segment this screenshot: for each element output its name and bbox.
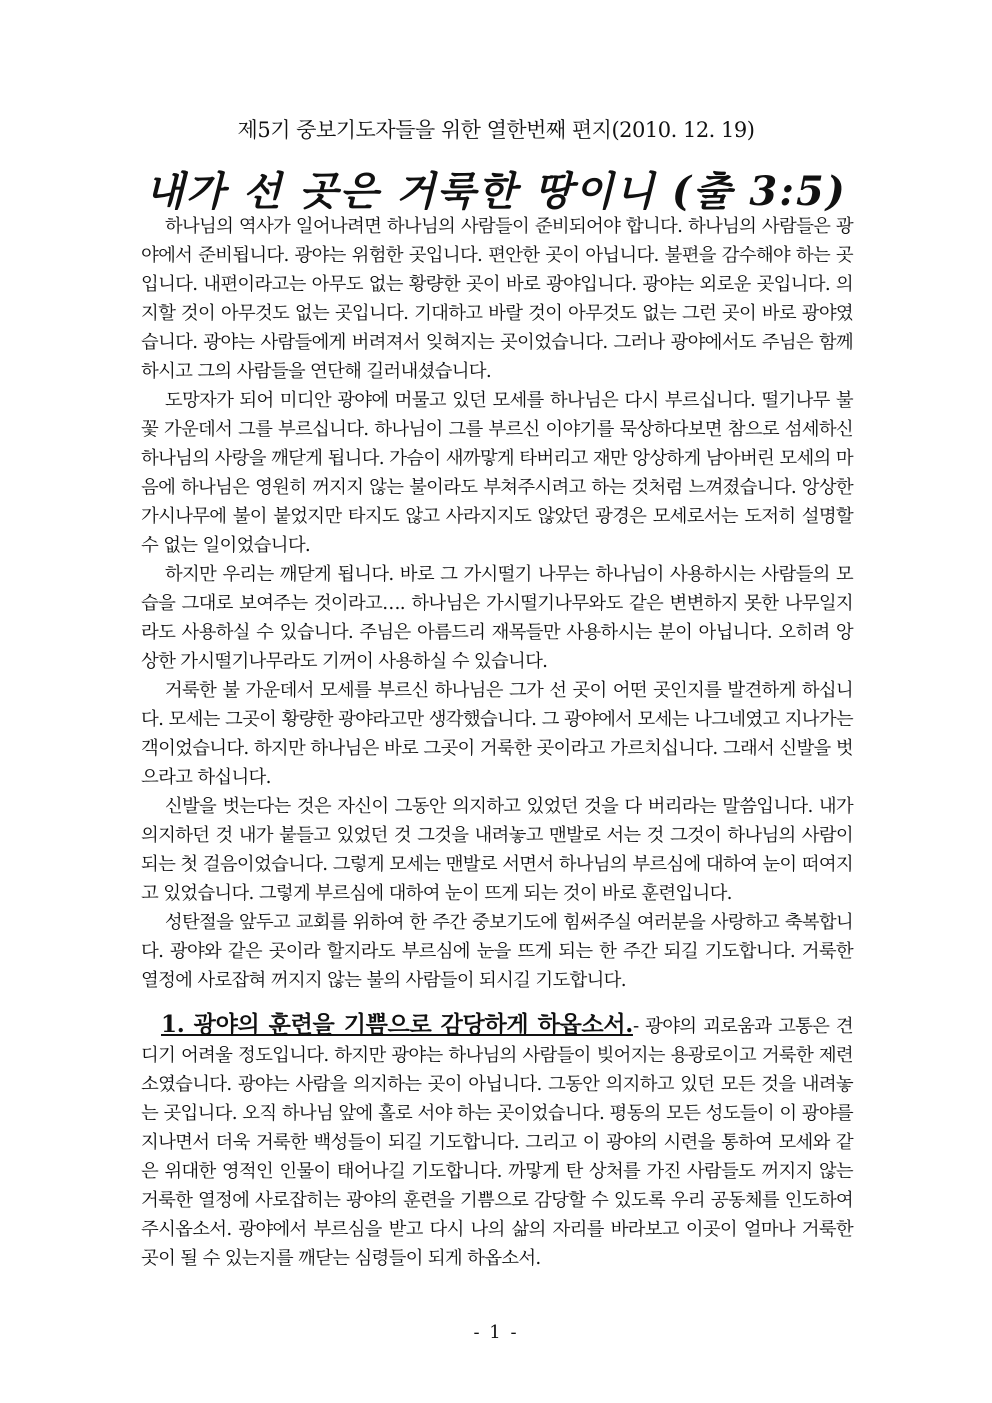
paragraph-5: 신발을 벗는다는 것은 자신이 그동안 의지하고 있었던 것을 다 버리라는 말씀입니다. 내가 의지하던 것 내가 붙들고 있었던 것 그것을 내려놓고 맨발로 서는 것 그것이 하나님의 사람이 되는 첫 걸음이었습니다. 그렇게 모세는 맨발로 서면서 하나님의 부르심에 대하여 눈이 떠여지고 있었습니다. 그렇게 부르심에 대하여 눈이 뜨게 되는 것이 바로 훈련입니다. (141, 796, 853, 904)
paragraph-6: 성탄절을 앞두고 교회를 위하여 한 주간 중보기도에 힘써주실 여러분을 사랑하고 축복합니다. 광야와 같은 곳이라 할지라도 부르심에 눈을 뜨게 되는 한 주간 되길 기도합니다. 거룩한 열정에 사로잡혀 꺼지지 않는 불의 사람들이 되시길 기도합니다. (141, 912, 853, 991)
page-number: - 1 - (473, 1322, 519, 1343)
letter-subtitle: 제5기 중보기도자들을 위한 열한번째 편지(2010. 12. 19) (237, 118, 755, 142)
letter-title: 내가 선 곳은 거룩한 땅이니 (출 3:5) (145, 168, 847, 215)
paragraph-4: 거룩한 불 가운데서 모세를 부르신 하나님은 그가 선 곳이 어떤 곳인지를 발견하게 하십니다. 모세는 그곳이 황량한 광야라고만 생각했습니다. 그 광야에서 모세는 나그네였고 지나가는 객이었습니다. 하지만 하나님은 바로 그곳이 거룩한 곳이라고 가르치십니다. 그래서 신발을 벗으라고 하십니다. (141, 680, 853, 788)
prayer-section-text: - 광야의 괴로움과 고통은 견디기 어려울 정도입니다. 하지만 광야는 하나님의 사람들이 빚어지는 용광로이고 거룩한 제련소였습니다. 광야는 사람을 의지하는 곳이 아닙니다. 그동안 의지하고 있던 모든 것을 내려놓는 곳입니다. 오직 하나님 앞에 홀로 서야 하는 곳이었습니다. 평동의 모든 성도들이 이 광야를 지나면서 더욱 거룩한 백성들이 되길 기도합니다. 그리고 이 광야의 시련을 통하여 모세와 같은 위대한 영적인 인물이 태어나길 기도합니다. 까맣게 탄 상처를 가진 사람들도 꺼지지 않는 거룩한 열정에 사로잡히는 광야의 훈련을 기쁨으로 감당할 수 있도록 우리 공동체를 인도하여 주시옵소서. 광야에서 부르심을 받고 다시 나의 삶의 자리를 바라보고 이곳이 얼마나 거룩한 곳이 될 수 있는지를 깨닫는 심령들이 되게 하옵소서. (141, 1016, 853, 1269)
letter-body (141, 212, 853, 1273)
paragraph-3: 하지만 우리는 깨닫게 됩니다. 바로 그 가시떨기 나무는 하나님이 사용하시는 사람들의 모습을 그대로 보여주는 것이라고…. 하나님은 가시떨기나무와도 같은 변변하지 못한 나무일지라도 사용하실 수 있습니다. 주님은 아름드리 재목들만 사용하시는 분이 아닙니다. 오히려 앙상한 가시떨기나무라도 기꺼이 사용하실 수 있습니다. (141, 564, 853, 672)
prayer-section-heading: 1. 광야의 훈련을 기쁨으로 감당하게 하옵소서. (161, 1011, 633, 1038)
paragraph-1: 하나님의 역사가 일어나려면 하나님의 사람들이 준비되어야 합니다. 하나님의 사람들은 광야에서 준비됩니다. 광야는 위험한 곳입니다. 편안한 곳이 아닙니다. 불편을 감수해야 하는 곳입니다. 내편이라고는 아무도 없는 황량한 곳이 바로 광야입니다. 광야는 외로운 곳입니다. 의지할 것이 아무것도 없는 곳입니다. 기대하고 바랄 것이 아무것도 없는 그런 곳이 바로 광야였습니다. 광야는 사람들에게 버려져서 잊혀지는 곳이었습니다. 그러나 광야에서도 주님은 함께 하시고 그의 사람들을 연단해 길러내셨습니다. (141, 216, 853, 382)
paragraph-2: 도망자가 되어 미디안 광야에 머물고 있던 모세를 하나님은 다시 부르십니다. 떨기나무 불꽃 가운데서 그를 부르십니다. 하나님이 그를 부르신 이야기를 묵상하다보면 참으로 섬세하신 하나님의 사랑을 깨닫게 됩니다. 가슴이 새까맣게 타버리고 재만 앙상하게 남아버린 모세의 마음에 하나님은 영원히 꺼지지 않는 불이라도 부쳐주시려고 하는 것처럼 느껴졌습니다. 앙상한 가시나무에 불이 붙었지만 타지도 않고 사라지지도 않았던 광경은 모세로서는 도저히 설명할 수 없는 일이었습니다. (141, 390, 853, 556)
prayer-section-1 (141, 1010, 853, 1273)
